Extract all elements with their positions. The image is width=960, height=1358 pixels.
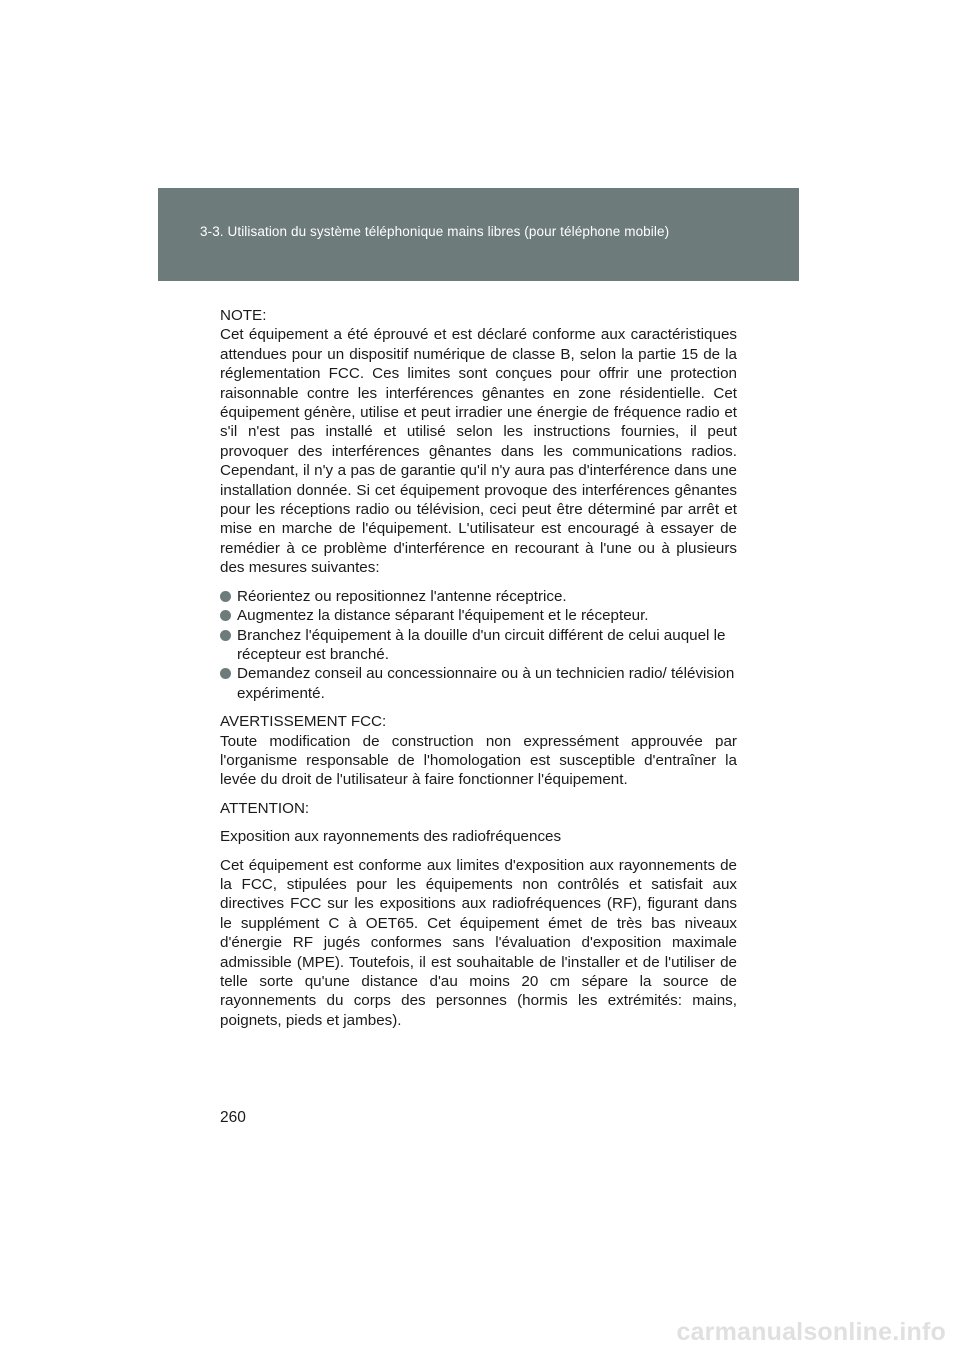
section-header-band [158,188,799,281]
warning-body: Toute modification de construction non expressément approuvée par l'organisme responsable de l'homologation est susceptible d'entraîner la levée du droit de l'utilisateur à faire fonctionner l'équipement. [220,732,737,789]
list-item [220,606,737,625]
watermark-logo: carmanualsonline.info [676,1318,946,1346]
bullet-icon [220,591,231,602]
page-number: 260 [220,1109,246,1126]
warning-heading: AVERTISSEMENT FCC: [220,713,387,731]
bullet-icon [220,630,231,641]
page-content [220,306,737,1030]
list-item-text: Demandez conseil au concessionnaire ou à un technicien radio/ télévision expérimenté. [237,665,735,702]
list-item-text: Branchez l'équipement à la douille d'un circuit différent de celui auquel le récepteur est branché. [237,626,726,663]
section-title: 3-3. Utilisation du système téléphonique mains libres (pour téléphone mobile) [200,224,670,239]
list-item [220,626,737,665]
note-heading: NOTE: [220,307,267,324]
attention-heading: ATTENTION: [220,799,310,817]
attention-subheading: Exposition aux rayonnements des radiofréquences [220,828,562,846]
attention-body: Cet équipement est conforme aux limites d'exposition aux rayonnements de la FCC, stipulées pour les équipements non contrôlés et satisfait aux directives FCC sur les expositions aux radiofréquences (RF), figurant dans le supplément C à OET65. Cet équipement émet de très bas niveaux d'énergie RF jugés conformes sans l'évaluation d'exposition maximale admissible (MPE). Toutefois, il est souhaitable de l'installer et de l'utiliser de telle sorte qu'une distance d'au moins 20 cm sépare la source de rayonnements du corps des personnes (hormis les extrémités: mains, poignets, pieds et jambes). [220,856,737,1029]
note-body: Cet équipement a été éprouvé et est déclaré conforme aux caractéristiques attendues pour un dispositif numérique de classe B, selon la partie 15 de la réglementation FCC. Ces limites sont conçues pour offrir une protection raisonnable contre les interférences gênantes en zone résidentielle. Cet équipement génère, utilise et peut irradier une énergie de fréquence radio et s'il n'est pas installé et utilisé selon les instructions fournies, il peut provoquer des interférences gênantes dans les communications radios. Cependant, il n'y a pas de garantie qu'il n'y aura pas d'interférence dans une installation donnée. Si cet équipement provoque des interférences gênantes pour les réceptions radio ou télévision, ceci peut être déterminé par arrêt et mise en marche de l'équipement. L'utilisateur est encouragé à essayer de remédier à ce problème d'interférence en recourant à l'une ou à plusieurs des mesures suivantes: [220,326,737,577]
bullet-icon [220,610,231,621]
bullet-icon [220,668,231,679]
list-item [220,587,737,606]
list-item-text: Augmentez la distance séparant l'équipement et le récepteur. [237,607,649,625]
list-item [220,664,737,703]
list-item-text: Réorientez ou repositionnez l'antenne réceptrice. [237,587,567,605]
